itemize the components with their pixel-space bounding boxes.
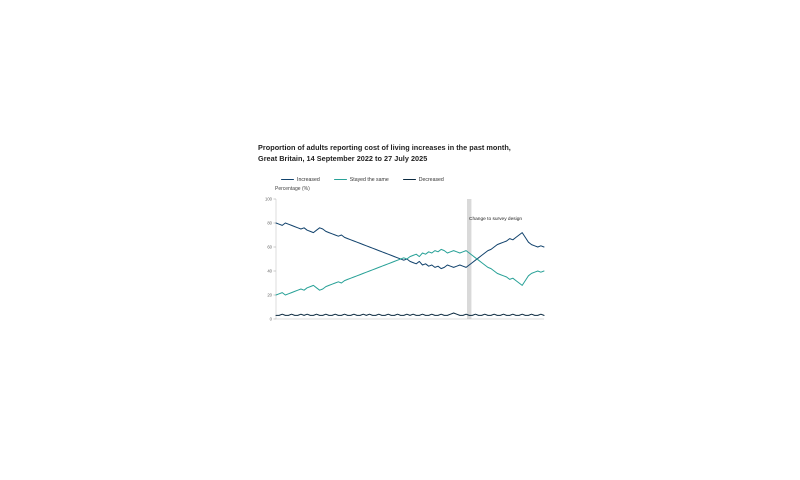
legend-label-decreased: Decreased [418,176,444,183]
line-chart [258,193,548,333]
y-tick-label: 40 [267,268,272,274]
series-line-decreased [276,313,544,315]
survey-design-annotation: Change to survey design [469,216,523,222]
page-title [258,142,548,165]
legend-item-decreased [403,177,444,183]
chart-legend [281,177,548,183]
title-line-2: Great Britain, 14 September 2022 to 27 July 2025 [258,154,428,164]
chart-figure [258,142,548,333]
legend-swatch-increased [281,179,294,181]
series-line-increased [276,223,544,269]
series-line-stayed-the-same [276,249,544,295]
y-axis-title: Percentage (%) [275,185,310,192]
legend-swatch-decreased [403,179,416,181]
legend-item-stayed-the-same [334,177,389,183]
legend-item-increased [281,177,320,183]
title-line-1: Proportion of adults reporting cost of living increases in the past month, [258,143,511,152]
y-tick-label: 60 [267,244,272,250]
legend-label-stayed-the-same: Stayed the same [349,176,389,183]
plot-area [258,193,548,333]
y-tick-label: 80 [267,220,272,226]
legend-label-increased: Increased [297,176,320,183]
y-tick-label: 0 [269,316,272,322]
legend-swatch-stayed-the-same [334,179,347,181]
y-tick-label: 100 [265,196,272,202]
y-tick-label: 20 [267,292,272,298]
